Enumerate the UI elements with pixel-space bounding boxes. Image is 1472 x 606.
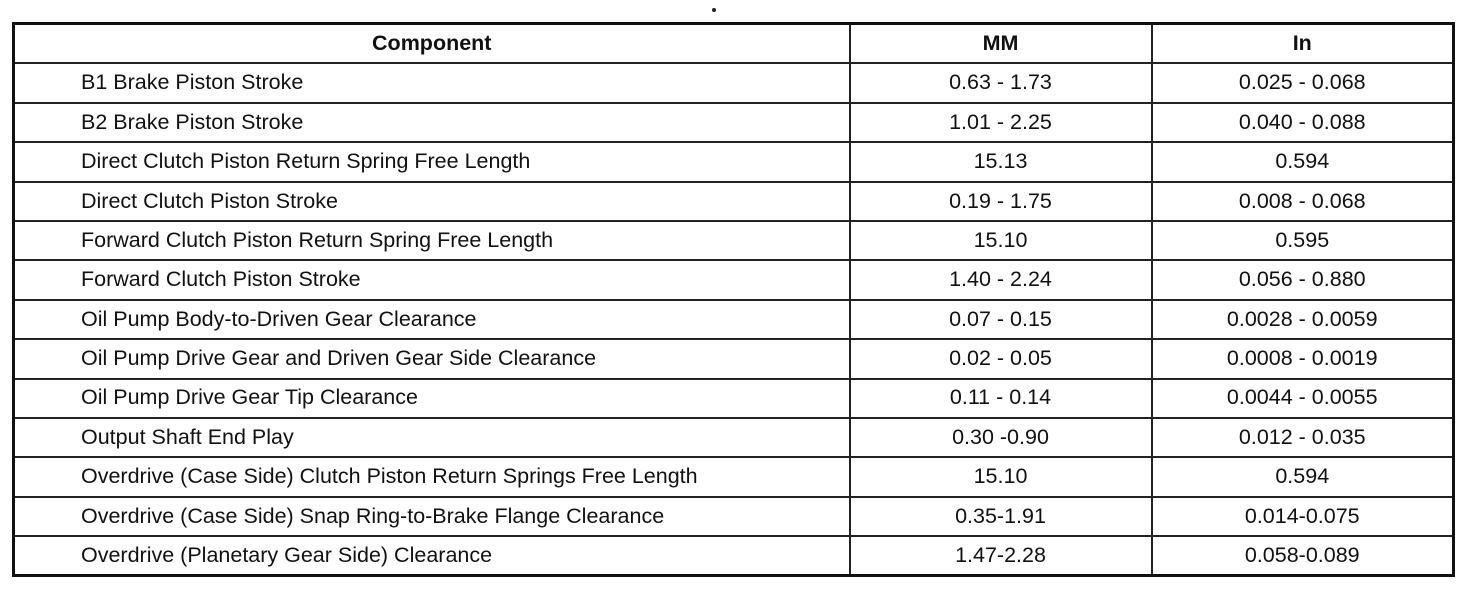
component-cell: Forward Clutch Piston Stroke: [14, 260, 850, 299]
table-row: [14, 418, 1454, 457]
mm-cell: 15.13: [850, 142, 1152, 181]
table-row: [14, 536, 1454, 576]
table-row: [14, 339, 1454, 378]
in-cell: 0.0008 - 0.0019: [1152, 339, 1454, 378]
table-row: [14, 182, 1454, 221]
component-cell: B2 Brake Piston Stroke: [14, 103, 850, 142]
mm-cell: 0.63 - 1.73: [850, 63, 1152, 102]
component-cell: Overdrive (Planetary Gear Side) Clearance: [14, 536, 850, 576]
in-cell: 0.040 - 0.088: [1152, 103, 1454, 142]
in-cell: 0.0028 - 0.0059: [1152, 300, 1454, 339]
mm-cell: 1.47-2.28: [850, 536, 1152, 576]
mm-cell: 0.30 -0.90: [850, 418, 1152, 457]
mm-cell: 0.19 - 1.75: [850, 182, 1152, 221]
mm-cell: 0.35-1.91: [850, 497, 1152, 536]
column-header-component: Component: [14, 24, 850, 64]
in-cell: 0.056 - 0.880: [1152, 260, 1454, 299]
mm-cell: 1.40 - 2.24: [850, 260, 1152, 299]
component-cell: Output Shaft End Play: [14, 418, 850, 457]
in-cell: 0.008 - 0.068: [1152, 182, 1454, 221]
component-cell: B1 Brake Piston Stroke: [14, 63, 850, 102]
component-cell: Direct Clutch Piston Stroke: [14, 182, 850, 221]
table-row: [14, 300, 1454, 339]
in-cell: 0.058-0.089: [1152, 536, 1454, 576]
component-cell: Oil Pump Body-to-Driven Gear Clearance: [14, 300, 850, 339]
in-cell: 0.012 - 0.035: [1152, 418, 1454, 457]
table-row: [14, 142, 1454, 181]
table-row: [14, 497, 1454, 536]
component-cell: Overdrive (Case Side) Snap Ring-to-Brake Flange Clearance: [14, 497, 850, 536]
table-header-row: [14, 24, 1454, 64]
component-cell: Direct Clutch Piston Return Spring Free Length: [14, 142, 850, 181]
in-cell: 0.595: [1152, 221, 1454, 260]
in-cell: 0.594: [1152, 142, 1454, 181]
table-row: [14, 260, 1454, 299]
component-cell: Oil Pump Drive Gear Tip Clearance: [14, 379, 850, 418]
scan-speck: [712, 8, 716, 12]
component-cell: Overdrive (Case Side) Clutch Piston Return Springs Free Length: [14, 457, 850, 496]
column-header-in: In: [1152, 24, 1454, 64]
specifications-table: [12, 22, 1455, 577]
mm-cell: 15.10: [850, 221, 1152, 260]
component-cell: Forward Clutch Piston Return Spring Free Length: [14, 221, 850, 260]
in-cell: 0.594: [1152, 457, 1454, 496]
table-row: [14, 103, 1454, 142]
column-header-mm: MM: [850, 24, 1152, 64]
component-cell: Oil Pump Drive Gear and Driven Gear Side Clearance: [14, 339, 850, 378]
mm-cell: 1.01 - 2.25: [850, 103, 1152, 142]
table-row: [14, 63, 1454, 102]
mm-cell: 15.10: [850, 457, 1152, 496]
table-row: [14, 379, 1454, 418]
in-cell: 0.025 - 0.068: [1152, 63, 1454, 102]
in-cell: 0.014-0.075: [1152, 497, 1454, 536]
mm-cell: 0.02 - 0.05: [850, 339, 1152, 378]
mm-cell: 0.07 - 0.15: [850, 300, 1152, 339]
mm-cell: 0.11 - 0.14: [850, 379, 1152, 418]
table-row: [14, 221, 1454, 260]
table-row: [14, 457, 1454, 496]
in-cell: 0.0044 - 0.0055: [1152, 379, 1454, 418]
